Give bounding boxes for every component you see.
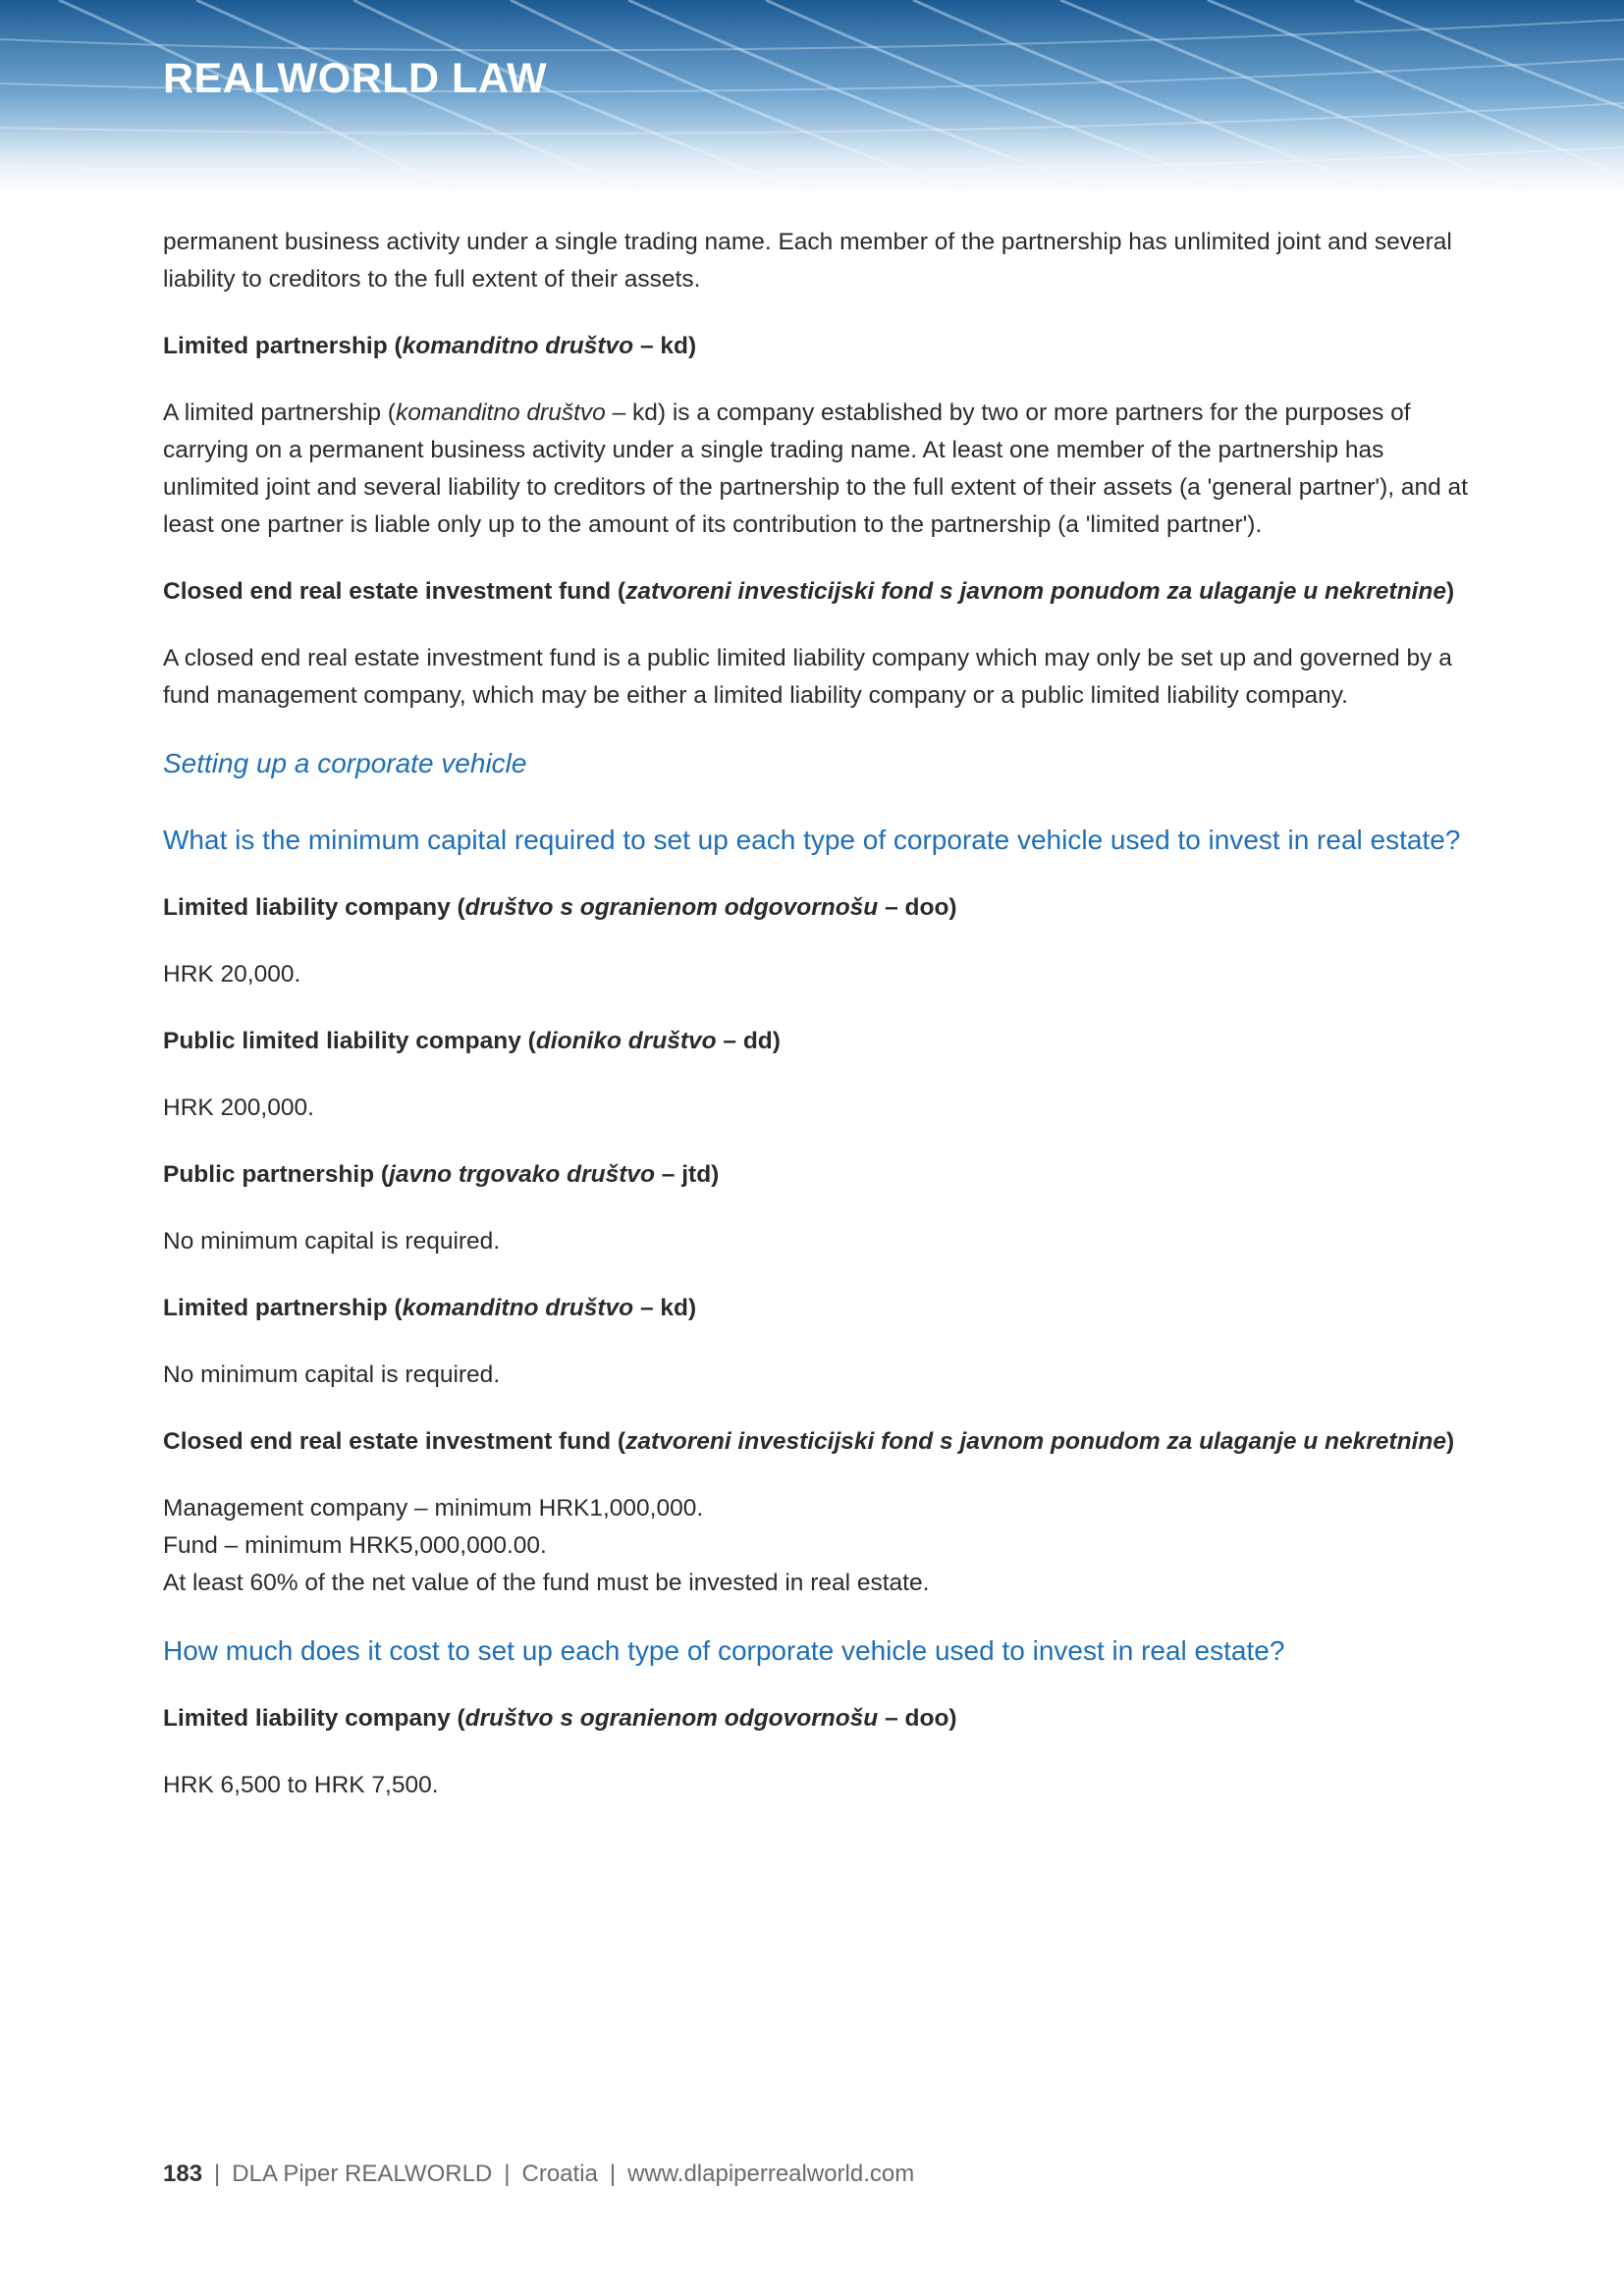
section-title: Setting up a corporate vehicle xyxy=(163,748,527,778)
intro-paragraph: permanent business activity under a single trading name. Each member of the partnership has unlimited joint and several liability to creditors to the full extent of their assets. xyxy=(163,229,1452,293)
limited-partnership-paragraph: A limited partnership (komanditno društvo – kd) is a company established by two or more partners for the purposes of carrying on a permanent business activity under a single trading name. At least one member of the partnership has unlimited joint and several liability to creditors of the partnership to the full extent of their assets (a 'general partner'), and at least one partner is liable only up to the amount of its contribution to the partnership (a 'limited partner'). xyxy=(163,400,1468,538)
public-partnership-heading: Public partnership (javno trgovako društvo – jtd) xyxy=(163,1161,720,1188)
closed-end-fund-capital: Management company – minimum HRK1,000,000. Fund – minimum HRK5,000,000.00. At least 60% of the net value of the fund must be invested in real estate. xyxy=(163,1495,930,1596)
limited-partnership-heading-2: Limited partnership (komanditno društvo – kd) xyxy=(163,1295,697,1321)
footer-separator: | xyxy=(504,2161,511,2187)
footer-url: www.dlapiperrealworld.com xyxy=(627,2161,915,2187)
question-setup-cost: How much does it cost to set up each type of corporate vehicle used to invest in real estate? xyxy=(163,1635,1285,1666)
question-minimum-capital: What is the minimum capital required to set up each type of corporate vehicle used to invest in real estate? xyxy=(163,825,1461,855)
limited-partnership-heading: Limited partnership (komanditno društvo – kd) xyxy=(163,333,697,359)
llc-capital: HRK 20,000. xyxy=(163,961,301,988)
plc-capital: HRK 200,000. xyxy=(163,1095,314,1121)
closed-end-fund-heading-2: Closed end real estate investment fund (zatvoreni investicijski fond s javnom ponudom za ulaganje u nekretnine) xyxy=(163,1428,1455,1455)
page-number: 183 xyxy=(163,2161,203,2187)
footer-separator: | xyxy=(609,2161,617,2187)
closed-end-fund-heading: Closed end real estate investment fund (zatvoreni investicijski fond s javnom ponudom za ulaganje u nekretnine) xyxy=(163,578,1455,605)
building-glass-image xyxy=(0,0,1624,211)
footer-separator: | xyxy=(214,2161,221,2187)
footer-country: Croatia xyxy=(521,2161,598,2187)
llc-heading-2: Limited liability company (društvo s ogranienom odgovornošu – doo) xyxy=(163,1705,957,1732)
main-content xyxy=(163,224,1479,1834)
limited-partnership-capital: No minimum capital is required. xyxy=(163,1362,501,1388)
brand-title: REALWORLD LAW xyxy=(163,55,548,102)
footer-publication: DLA Piper REALWORLD xyxy=(232,2161,493,2187)
plc-heading: Public limited liability company (dioniko društvo – dd) xyxy=(163,1028,781,1054)
closed-end-fund-paragraph: A closed end real estate investment fund is a public limited liability company which may only be set up and governed by a fund management company, which may be either a limited liability company or a public limited liability company. xyxy=(163,645,1452,709)
header-banner xyxy=(0,0,1624,211)
llc-heading: Limited liability company (društvo s ogranienom odgovornošu – doo) xyxy=(163,894,957,921)
page-footer xyxy=(163,2160,914,2189)
public-partnership-capital: No minimum capital is required. xyxy=(163,1228,501,1255)
llc-cost: HRK 6,500 to HRK 7,500. xyxy=(163,1772,439,1798)
